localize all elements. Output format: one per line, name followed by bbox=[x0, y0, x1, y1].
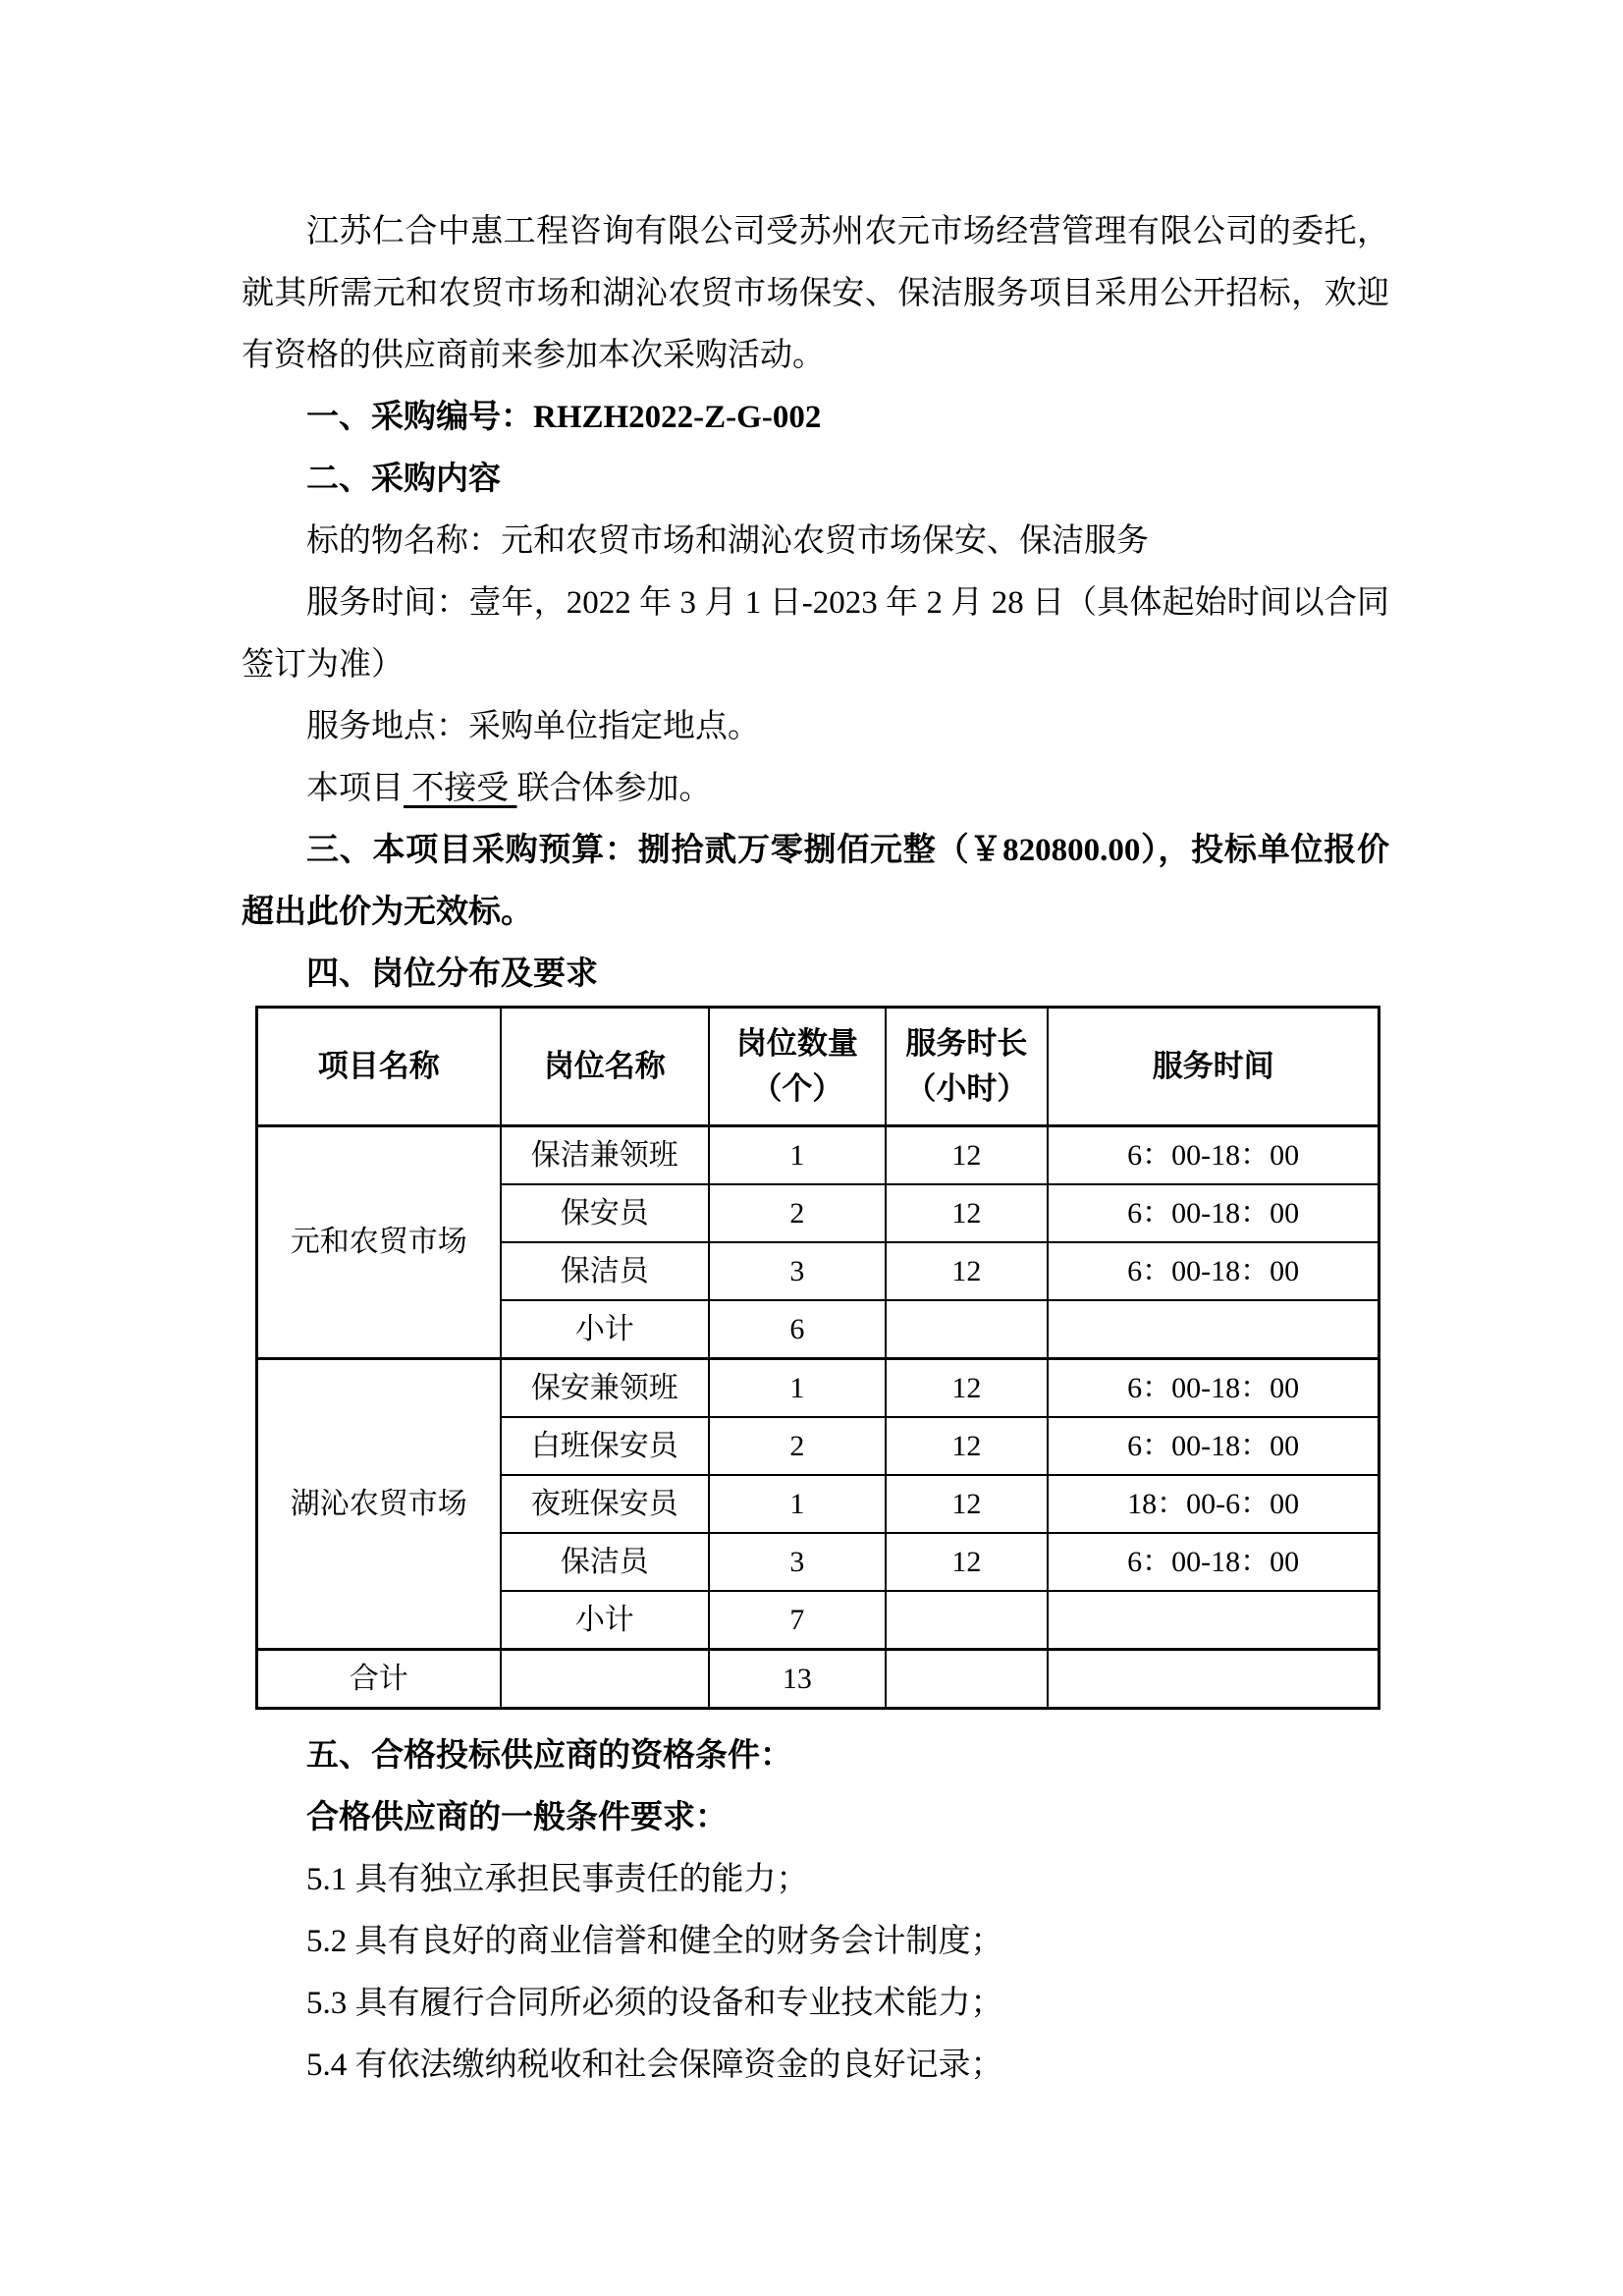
table-cell: 6：00-18：00 bbox=[1048, 1417, 1379, 1475]
header-service-hours: 服务时长 （小时） bbox=[886, 1008, 1049, 1126]
table-cell: 12 bbox=[886, 1417, 1049, 1475]
total-count-cell: 13 bbox=[709, 1650, 885, 1709]
project-cell-yuanhe: 元和农贸市场 bbox=[257, 1126, 501, 1359]
condition-5-4: 5.4 有依法缴纳税收和社会保障资金的良好记录； bbox=[306, 2048, 1003, 2083]
table-cell bbox=[1048, 1300, 1379, 1359]
position-distribution-table bbox=[255, 1006, 1380, 1710]
section-5-heading: 五、合格投标供应商的资格条件： bbox=[306, 1738, 792, 1774]
table-row bbox=[257, 1359, 1380, 1418]
table-header-row bbox=[257, 1008, 1380, 1126]
header-service-time: 服务时间 bbox=[1048, 1008, 1379, 1126]
section-2-heading: 二、采购内容 bbox=[306, 462, 501, 497]
table-row bbox=[257, 1126, 1380, 1185]
consortium-suffix: 联合体参加。 bbox=[516, 771, 712, 806]
table-cell: 保安兼领班 bbox=[501, 1359, 710, 1418]
table-cell: 1 bbox=[709, 1359, 885, 1418]
table-cell: 12 bbox=[886, 1533, 1049, 1591]
table-cell: 1 bbox=[709, 1475, 885, 1533]
no-consortium-underlined-text: 不接受 bbox=[404, 771, 517, 806]
table-cell: 12 bbox=[886, 1475, 1049, 1533]
table-cell bbox=[1048, 1650, 1379, 1709]
table-cell: 6：00-18：00 bbox=[1048, 1242, 1379, 1300]
table-cell: 夜班保安员 bbox=[501, 1475, 710, 1533]
table-cell bbox=[886, 1650, 1049, 1709]
table-cell: 12 bbox=[886, 1359, 1049, 1418]
project-cell-huqin: 湖沁农贸市场 bbox=[257, 1359, 501, 1650]
table-cell: 6：00-18：00 bbox=[1048, 1184, 1379, 1242]
header-project-name: 项目名称 bbox=[257, 1008, 501, 1126]
table-cell bbox=[1048, 1591, 1379, 1650]
header-position-name: 岗位名称 bbox=[501, 1008, 710, 1126]
section-3-heading: 三、本项目采购预算：捌拾贰万零捌佰元整（￥820800.00），投标单位报价超出此价为无效标。 bbox=[242, 833, 1389, 930]
table-cell: 7 bbox=[709, 1591, 885, 1650]
table-cell: 保洁员 bbox=[501, 1533, 710, 1591]
subject-name-line: 标的物名称：元和农贸市场和湖沁农贸市场保安、保洁服务 bbox=[306, 523, 1149, 559]
table-cell: 6 bbox=[709, 1300, 885, 1359]
general-conditions-heading: 合格供应商的一般条件要求： bbox=[306, 1800, 728, 1835]
intro-paragraph: 江苏仁合中惠工程咨询有限公司受苏州农元市场经营管理有限公司的委托，就其所需元和农贸市场和湖沁农贸市场保安、保洁服务项目采用公开招标，欢迎有资格的供应商前来参加本次采购活动。 bbox=[242, 214, 1389, 373]
table-cell: 12 bbox=[886, 1126, 1049, 1185]
table-cell: 6：00-18：00 bbox=[1048, 1359, 1379, 1418]
table-cell: 2 bbox=[709, 1417, 885, 1475]
table-row-total bbox=[257, 1650, 1380, 1709]
table-cell bbox=[886, 1300, 1049, 1359]
table-cell: 12 bbox=[886, 1242, 1049, 1300]
table-cell: 1 bbox=[709, 1126, 885, 1185]
service-place-line: 服务地点：采购单位指定地点。 bbox=[306, 709, 760, 744]
table-cell: 6：00-18：00 bbox=[1048, 1126, 1379, 1185]
table-cell: 小计 bbox=[501, 1300, 710, 1359]
table-cell: 3 bbox=[709, 1533, 885, 1591]
table-cell: 18：00-6：00 bbox=[1048, 1475, 1379, 1533]
total-label-cell: 合计 bbox=[257, 1650, 501, 1709]
consortium-line bbox=[242, 758, 1389, 820]
table-cell: 12 bbox=[886, 1184, 1049, 1242]
table-cell: 白班保安员 bbox=[501, 1417, 710, 1475]
table-cell: 3 bbox=[709, 1242, 885, 1300]
table-cell: 6：00-18：00 bbox=[1048, 1533, 1379, 1591]
table-cell: 保洁兼领班 bbox=[501, 1126, 710, 1185]
service-time-line: 服务时间：壹年，2022 年 3 月 1 日-2023 年 2 月 28 日（具体起始时间以合同签订为准） bbox=[242, 585, 1389, 683]
table-cell: 2 bbox=[709, 1184, 885, 1242]
section-1-heading: 一、采购编号：RHZH2022-Z-G-002 bbox=[306, 400, 822, 435]
section-4-heading: 四、岗位分布及要求 bbox=[306, 957, 598, 992]
header-position-count: 岗位数量 （个） bbox=[709, 1008, 885, 1126]
consortium-prefix: 本项目 bbox=[306, 771, 404, 806]
table-cell: 小计 bbox=[501, 1591, 710, 1650]
condition-5-3: 5.3 具有履行合同所必须的设备和专业技术能力； bbox=[306, 1986, 1003, 2021]
table-cell bbox=[501, 1650, 710, 1709]
table-cell bbox=[886, 1591, 1049, 1650]
condition-5-1: 5.1 具有独立承担民事责任的能力； bbox=[306, 1862, 809, 1897]
condition-5-2: 5.2 具有良好的商业信誉和健全的财务会计制度； bbox=[306, 1924, 1003, 1959]
table-cell: 保洁员 bbox=[501, 1242, 710, 1300]
table-cell: 保安员 bbox=[501, 1184, 710, 1242]
